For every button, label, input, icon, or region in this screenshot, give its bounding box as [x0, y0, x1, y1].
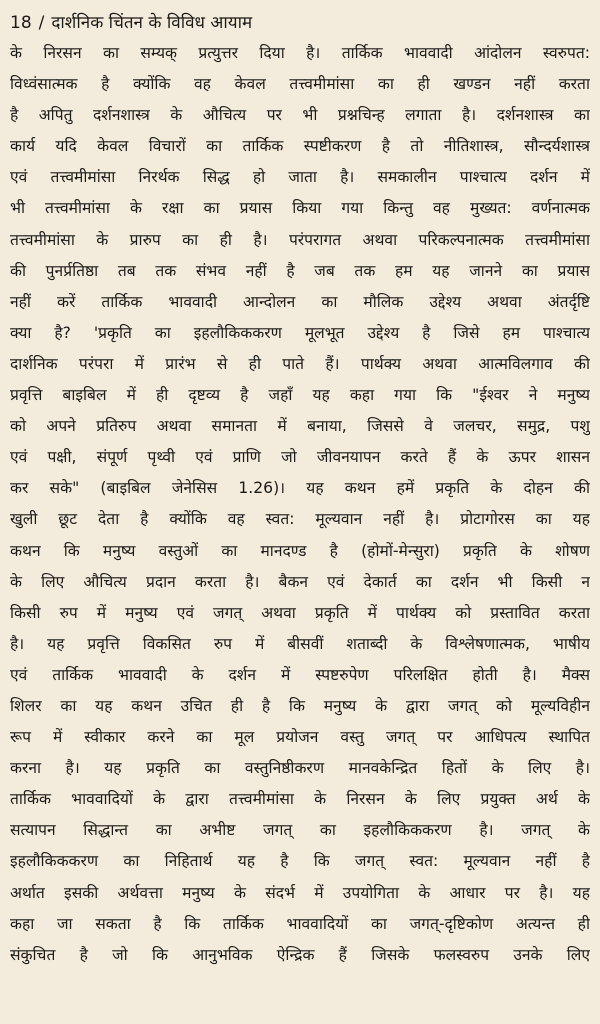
running-header [10, 12, 590, 34]
text-line: क्या है? 'प्रकृति का इहलौकिककरण मूलभूत उद्देश्य है जिसे हम पाश्चात्य [10, 323, 590, 342]
text-line: है अपितु दर्शनशास्त्र के औचित्य पर भी प्रश्नचिन्ह लगाता है। दर्शनशास्त्र का [10, 106, 590, 125]
page-number: 18 [10, 13, 32, 33]
text-line: अर्थात इसकी अर्थवत्ता मनुष्य के संदर्भ में उपयोगिता के आधार पर है। यह [10, 883, 590, 902]
text-line: तत्त्वमीमांसा के प्रारुप का ही है। परंपरागत अथवा परिकल्पनात्मक तत्त्वमीमांसा [10, 230, 590, 249]
text-line: प्रवृत्ति बाइबिल में ही दृष्टव्य है जहाँ यह कहा गया कि "ईश्वर ने मनुष्य [10, 386, 590, 405]
text-line: के निरसन का सम्यक् प्रत्युत्तर दिया है। तार्किक भाववादी आंदोलन स्वरुपत: [10, 44, 590, 62]
text-line: की पुनर्प्रतिष्ठा तब तक संभव नहीं है जब तक हम यह जानने का प्रयास [10, 261, 590, 280]
text-line: कर सके" (बाइबिल जेनेसिस 1.26)। यह कथन हमें प्रकृति के दोहन की [10, 479, 590, 498]
text-line: शिलर का यह कथन उचित ही है कि मनुष्य के द्वारा जगत् को मूल्यविहीन [10, 696, 590, 715]
text-line: दार्शनिक परंपरा में प्रारंभ से ही पाते हैं। पार्थक्य अथवा आत्मविलगाव की [10, 354, 590, 373]
text-line: तार्किक भाववादियों के द्वारा तत्त्वमीमांसा के निरसन के लिए प्रयुक्त अर्थ के [10, 790, 590, 809]
text-line: किसी रुप में मनुष्य एवं जगत् अथवा प्रकृति में पार्थक्य को प्रस्तावित करता [10, 603, 590, 622]
text-line: विध्वंसात्मक है क्योंकि वह केवल तत्त्वमीमांसा का ही खण्डन नहीं करता [10, 75, 590, 94]
text-line: को अपने प्रतिरुप अथवा समानता में बनाया, जिससे वे जलचर, समुद्र, पशु [10, 417, 590, 436]
text-line: इहलौकिककरण का निहितार्थ यह है कि जगत् स्वत: मूल्यवान नहीं है [10, 852, 590, 871]
text-line: कहा जा सकता है कि तार्किक भाववादियों का जगत्-दृष्टिकोण अत्यन्त ही [10, 914, 590, 933]
text-line: कार्य यदि केवल विचारों का तार्किक स्पष्टीकरण है तो नीतिशास्त्र, सौन्दर्यशास्त्र [10, 137, 590, 156]
body-paragraph [10, 38, 590, 971]
text-line: एवं तार्किक भाववादी के दर्शन में स्पष्टरुपेण परिलक्षित होती है। मैक्स [10, 665, 590, 684]
text-line: है। यह प्रवृत्ति विकसित रुप में बीसवीं शताब्दी के विश्लेषणात्मक, भाषीय [10, 634, 590, 653]
header-separator: / [38, 13, 45, 33]
text-line: एवं पक्षी, संपूर्ण पृथ्वी एवं प्राणि जो जीवनयापन करते हैं के ऊपर शासन [10, 448, 590, 467]
text-line: भी तत्त्वमीमांसा के रक्षा का प्रयास किया गया किन्तु वह मुख्यत: वर्णनात्मक [10, 199, 590, 218]
text-line: कथन कि मनुष्य वस्तुओं का मानदण्ड है (होमों-मेन्सुरा) प्रकृति के शोषण [10, 541, 590, 560]
text-line: संकुचित है जो कि आनुभविक ऐन्द्रिक हैं जिसके फलस्वरुप उनके लिए [10, 945, 590, 964]
text-line: एवं तत्त्वमीमांसा निरर्थक सिद्ध हो जाता है। समकालीन पाश्चात्य दर्शन में [10, 168, 590, 187]
text-line: सत्यापन सिद्धान्त का अभीष्ट जगत् का इहलौकिककरण है। जगत् के [10, 821, 590, 840]
text-line: रूप में स्वीकार करने का मूल प्रयोजन वस्तु जगत् पर आधिपत्य स्थापित [10, 728, 590, 747]
text-line: करना है। यह प्रकृति का वस्तुनिष्ठीकरण मानवकेन्द्रित हितों के लिए है। [10, 759, 590, 778]
text-line: खुली छूट देता है क्योंकि वह स्वत: मूल्यवान नहीं है। प्रोटागोरस का यह [10, 510, 590, 529]
book-title: दार्शनिक चिंतन के विविध आयाम [51, 13, 253, 33]
text-line: के लिए औचित्य प्रदान करता है। बैकन एवं देकार्त का दर्शन भी किसी न [10, 572, 590, 591]
text-line: नहीं करें तार्किक भाववादी आन्दोलन का मौलिक उद्देश्य अथवा अंतर्दृष्टि [10, 292, 590, 311]
